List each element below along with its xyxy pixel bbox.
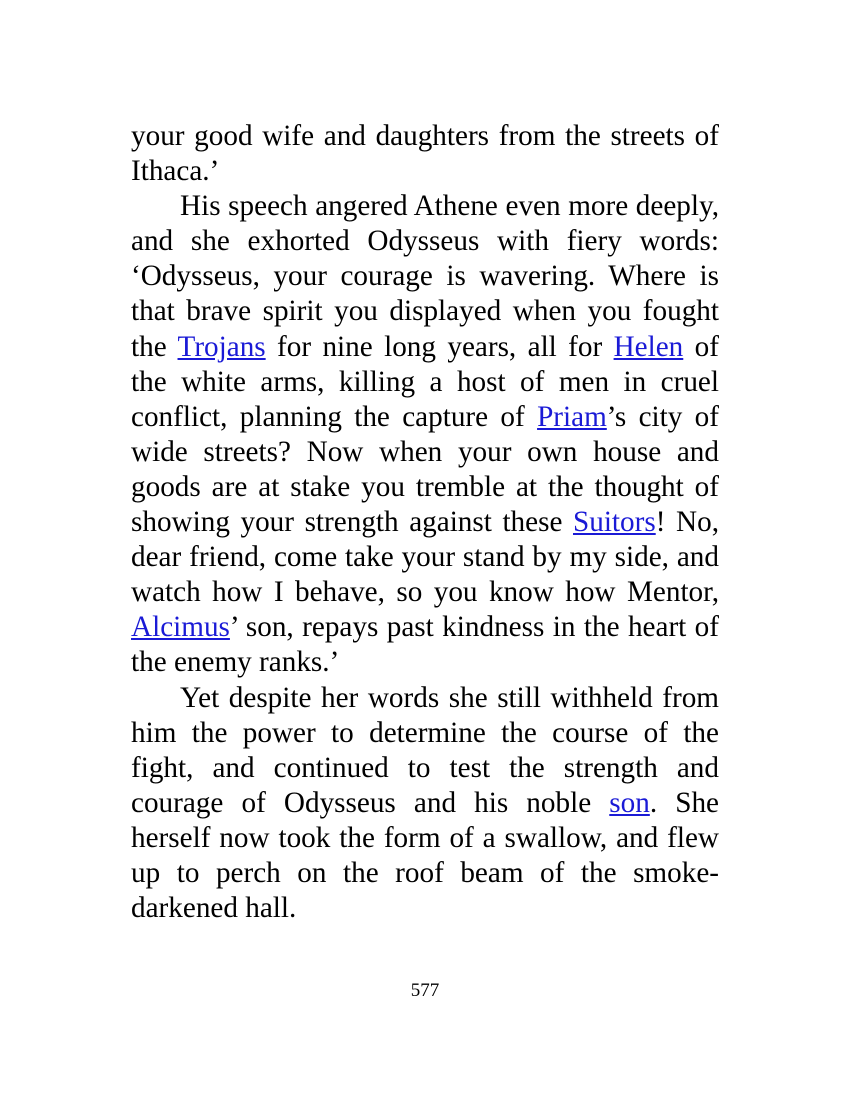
link-helen[interactable]: Helen (613, 330, 684, 363)
page-body-text (131, 119, 719, 926)
text-run: ’ son, repays past kindness in the heart of the enemy ranks.’ (131, 611, 719, 679)
link-trojans[interactable]: Trojans (177, 330, 266, 363)
link-priam[interactable]: Priam (537, 400, 607, 433)
text-run: ! No, dear friend, come take your stand by my side, and watch how I behave, so you know how Mentor, (131, 506, 719, 609)
text-run: His speech angered Athene even more deeply, and she exhorted Odysseus with fiery words: ‘Odysseus, your courage is wavering. Where is that brave spirit you displayed when you fought the (131, 190, 719, 363)
paragraph-2 (131, 189, 719, 680)
text-run: for nine long years, all for (265, 330, 614, 363)
text-run: . She herself now took the form of a swallow, and flew up to perch on the roof beam of the smoke-darkened hall. (131, 786, 719, 925)
text-run: of the white arms, killing a host of men in cruel conflict, planning the capture of (131, 330, 719, 433)
link-alcimus[interactable]: Alcimus (131, 611, 230, 644)
text-run: ’s city of wide streets? Now when your own house and goods are at stake you tremble at the thought of showing your strength against these (131, 400, 719, 539)
link-son[interactable]: son (609, 786, 650, 819)
text-run: your good wife and daughters from the streets of Ithaca.’ (131, 120, 719, 188)
paragraph-3 (131, 681, 719, 927)
link-suitors[interactable]: Suitors (573, 506, 656, 539)
page-number: 577 (410, 980, 440, 1001)
text-run: Yet despite her words she still withheld from him the power to determine the course of the fight, and continued to test the strength and courage of Odysseus and his noble (131, 681, 719, 819)
paragraph-1 (131, 119, 719, 189)
